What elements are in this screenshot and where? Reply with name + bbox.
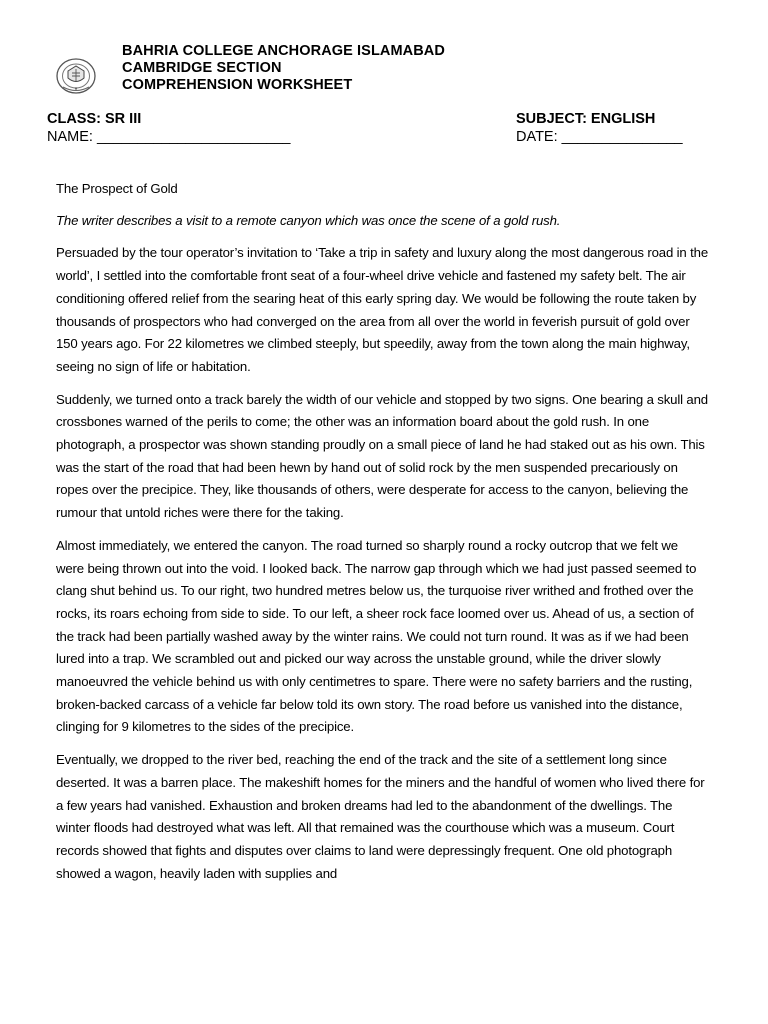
passage-paragraph: Almost immediately, we entered the canyon. The road turned so sharply round a rocky outcrop that we felt we were being thrown out into the void. I looked back. The narrow gap through which we had just passed seemed to clang shut behind us. To our right, two hundred metres below us, the turquoise river writhed and frothed over the rocks, its roars echoing from side to side. To our left, a sheer rock face loomed over us. Ahead of us, a section of the track had been partially washed away by the winter rains. We could not turn round. It was as if we had been lured into a trap. We scrambled out and picked our way across the unstable ground, while the driver slowly manoeuvred the vehicle behind us with only centimetres to spare. There were no safety barriers and the rusting, broken-backed carcass of a vehicle far below told its own story. The road before us vanished into the distance, clinging for 9 kilometres to the sides of the precipice.: [56, 537, 697, 735]
school-name: BAHRIA COLLEGE ANCHORAGE ISLAMABAD: [122, 43, 445, 59]
date-field: DATE: _______________: [516, 129, 683, 145]
worksheet-title: COMPREHENSION WORKSHEET: [122, 77, 353, 93]
passage-title: The Prospect of Gold: [56, 181, 178, 196]
passage-paragraph: Suddenly, we turned onto a track barely the width of our vehicle and stopped by two signs. One bearing a skull and crossbones warned of the perils to come; the other was an information board about the gold rush. In one photograph, a prospector was shown standing proudly on a small piece of land he had staked out as his own. This was the start of the road that had been hewn by hand out of solid rock by the men suspended precariously on ropes over the precipice. They, like thousands of others, were desperate for access to the canyon, believing the rumour that untold riches were there for the taking.: [56, 391, 708, 521]
worksheet-header: [122, 43, 445, 94]
class-label: CLASS: SR III: [47, 111, 142, 127]
passage-paragraph: Persuaded by the tour operator’s invitation to ‘Take a trip in safety and luxury along the most dangerous road in the world’, I settled into the comfortable front seat of a four-wheel drive vehicle and fastened my safety belt. The air conditioning offered relief from the searing heat of this early spring day. We would be following the route taken by thousands of prospectors who had converged on the area from all over the world in feverish pursuit of gold over 150 years ago. For 22 kilometres we climbed steeply, but speedily, away from the town along the main highway, seeing no sign of life or habitation.: [56, 245, 708, 374]
subject-label: SUBJECT: ENGLISH: [516, 111, 656, 127]
comprehension-passage: [56, 178, 708, 895]
college-crest-icon: [55, 57, 97, 95]
subject-info: [516, 110, 683, 146]
passage-subtitle: The writer describes a visit to a remote canyon which was once the scene of a gold rush.: [56, 212, 561, 228]
section-name: CAMBRIDGE SECTION: [122, 60, 282, 76]
passage-paragraph: Eventually, we dropped to the river bed, reaching the end of the track and the site of a settlement long since deserted. It was a barren place. The makeshift homes for the miners and the handful of women who lived there for a few years had vanished. Exhaustion and broken dreams had led to the abandonment of the dwellings. The winter floods had destroyed what was left. All that remained was the courthouse which was a museum. Court records showed that fights and disputes over claims to land were depressingly frequent. One old photograph showed a wagon, heavily laden with supplies and: [56, 752, 705, 881]
student-info: [47, 110, 291, 146]
name-field: NAME: ________________________: [47, 129, 291, 145]
